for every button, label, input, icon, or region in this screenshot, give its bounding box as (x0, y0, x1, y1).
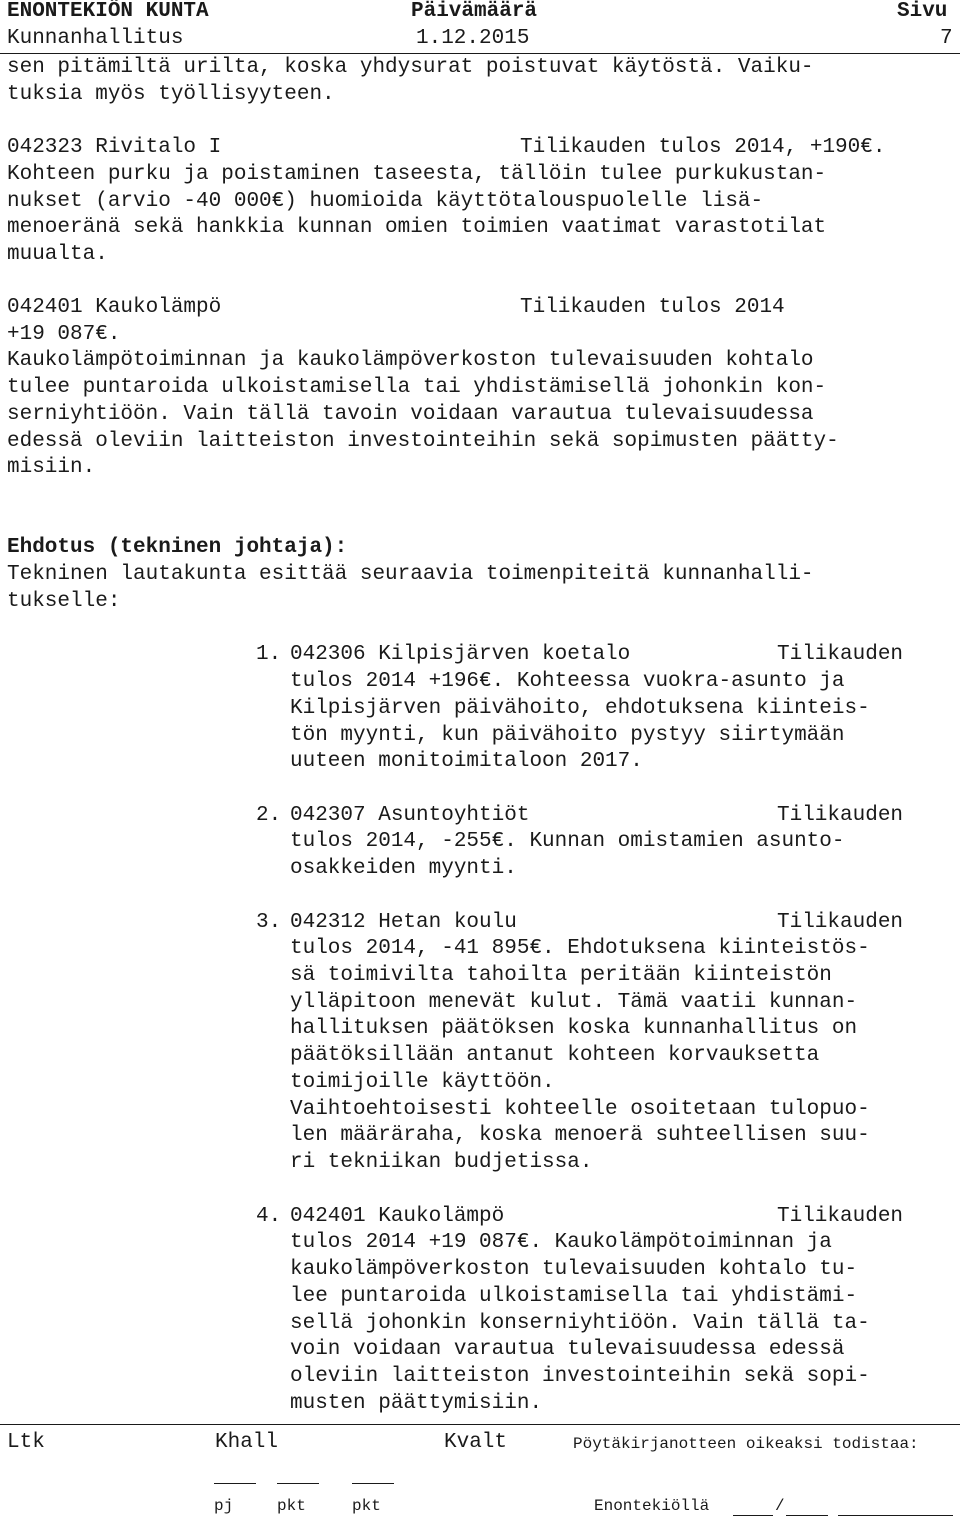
intro-line: tuksia myös työllisyyteen. (7, 83, 335, 106)
body-line: edessä oleviin laitteiston investointeihin sekä sopimusten päätty- (7, 430, 839, 453)
date-blank-month (786, 1515, 828, 1516)
list-line: tulos 2014 +19 087€. Kaukolämpötoiminnan ja (290, 1231, 832, 1254)
proposal-line: tukselle: (7, 590, 121, 613)
list-number: 2. (256, 804, 282, 827)
list-line: musten päättymisiin. (290, 1392, 543, 1415)
list-line: toimijoille käyttöön. (290, 1071, 555, 1094)
list-result-word: Tilikauden (777, 804, 904, 827)
item-result: Tilikauden tulos 2014, +190€. (520, 136, 886, 159)
list-title: 042306 Kilpisjärven koetalo (290, 643, 631, 666)
page-number: 7 (940, 27, 953, 50)
body-line: muualta. (7, 243, 108, 266)
list-line: tulos 2014, -41 895€. Ehdotuksena kiinteistös- (290, 937, 870, 960)
footer-pkt2: pkt (352, 1497, 381, 1515)
date-label: Päivämäärä (411, 0, 538, 23)
footer-kvalt: Kvalt (444, 1431, 508, 1454)
date-blank-day (733, 1515, 773, 1516)
list-line: tulos 2014 +196€. Kohteessa vuokra-asunto ja (290, 670, 845, 693)
footer-place: Enontekiöllä (594, 1497, 710, 1515)
footer-rule (0, 1424, 960, 1425)
footer-certify: Pöytäkirjanotteen oikeaksi todistaa: (573, 1435, 919, 1453)
proposal-line: Tekninen lautakunta esittää seuraavia toimenpiteitä kunnanhalli- (7, 563, 814, 586)
body-line: tulee puntaroida ulkoistamisella tai yhdistämisellä johonkin kon- (7, 376, 827, 399)
list-result-word: Tilikauden (777, 1205, 904, 1228)
body-line: +19 087€. (7, 323, 121, 346)
proposal-heading: Ehdotus (tekninen johtaja): (7, 536, 348, 559)
footer-pj: pj (214, 1497, 234, 1515)
signature-blank (838, 1515, 953, 1516)
list-line: lee puntaroida ulkoistamisella tai yhdistämi- (290, 1285, 858, 1308)
intro-line: sen pitämiltä urilta, koska yhdysurat poistuvat käytöstä. Vaiku- (7, 56, 814, 79)
list-result-word: Tilikauden (777, 643, 904, 666)
signature-line-pj (214, 1483, 256, 1484)
list-line: sä toimivilta tahoilta peritään kiinteistön (290, 964, 832, 987)
list-title: 042401 Kaukolämpö (290, 1205, 505, 1228)
footer-slash: / (775, 1497, 785, 1515)
list-line: kaukolämpöverkoston tulevaisuuden kohtalo tu- (290, 1258, 858, 1281)
item-code-name: 042401 Kaukolämpö (7, 296, 222, 319)
body-name: Kunnanhallitus (7, 27, 184, 50)
signature-line-pkt1 (277, 1483, 319, 1484)
page-label: Sivu (897, 0, 948, 23)
signature-line-pkt2 (352, 1483, 394, 1484)
body-line: Kohteen purku ja poistaminen taseesta, tällöin tulee purkukustan- (7, 163, 827, 186)
list-line: ylläpitoon menevät kulut. Tämä vaatii kunnan- (290, 991, 858, 1014)
list-line: tön myynti, kun päivähoito pystyy siirtymään (290, 724, 845, 747)
body-line: menoeränä sekä hankkia kunnan omien toimien vaatimat varastotilat (7, 216, 827, 239)
list-line: päätöksillään antanut kohteen korvauksetta (290, 1044, 820, 1067)
footer-pkt1: pkt (277, 1497, 306, 1515)
item-code-name: 042323 Rivitalo I (7, 136, 222, 159)
list-number: 1. (256, 643, 282, 666)
list-line: tulos 2014, -255€. Kunnan omistamien asunto- (290, 830, 845, 853)
list-line: osakkeiden myynti. (290, 857, 517, 880)
list-number: 4. (256, 1205, 282, 1228)
body-line: Kaukolämpötoiminnan ja kaukolämpöverkoston tulevaisuuden kohtalo (7, 349, 814, 372)
footer-khall: Khall (215, 1431, 279, 1454)
list-line: sellä johonkin konserniyhtiöön. Vain tällä ta- (290, 1312, 870, 1335)
body-line: serniyhtiöön. Vain tällä tavoin voidaan varautua tulevaisuudessa (7, 403, 814, 426)
footer-ltk: Ltk (7, 1431, 45, 1454)
list-line: voin voidaan varautua tulevaisuudessa edessä (290, 1338, 845, 1361)
list-line: len määräraha, koska menoerä suhteellisen suu- (290, 1124, 870, 1147)
body-line: misiin. (7, 456, 96, 479)
meeting-date: 1.12.2015 (416, 27, 530, 50)
list-number: 3. (256, 911, 282, 934)
municipality-name: ENONTEKIÖN KUNTA (7, 0, 209, 23)
list-result-word: Tilikauden (777, 911, 904, 934)
list-title: 042307 Asuntoyhtiöt (290, 804, 530, 827)
list-line: ri tekniikan budjetissa. (290, 1151, 593, 1174)
list-line: Vaihtoehtoisesti kohteelle osoitetaan tulopuo- (290, 1098, 870, 1121)
list-line: Kilpisjärven päivähoito, ehdotuksena kiinteis- (290, 697, 870, 720)
body-line: nukset (arvio -40 000€) huomioida käyttötalouspuolelle lisä- (7, 190, 764, 213)
list-line: hallituksen päätöksen koska kunnanhallitus on (290, 1017, 858, 1040)
item-result: Tilikauden tulos 2014 (520, 296, 785, 319)
list-line: uuteen monitoimitaloon 2017. (290, 750, 643, 773)
list-line: oleviin laitteiston investointeihin sekä sopi- (290, 1365, 870, 1388)
list-title: 042312 Hetan koulu (290, 911, 517, 934)
